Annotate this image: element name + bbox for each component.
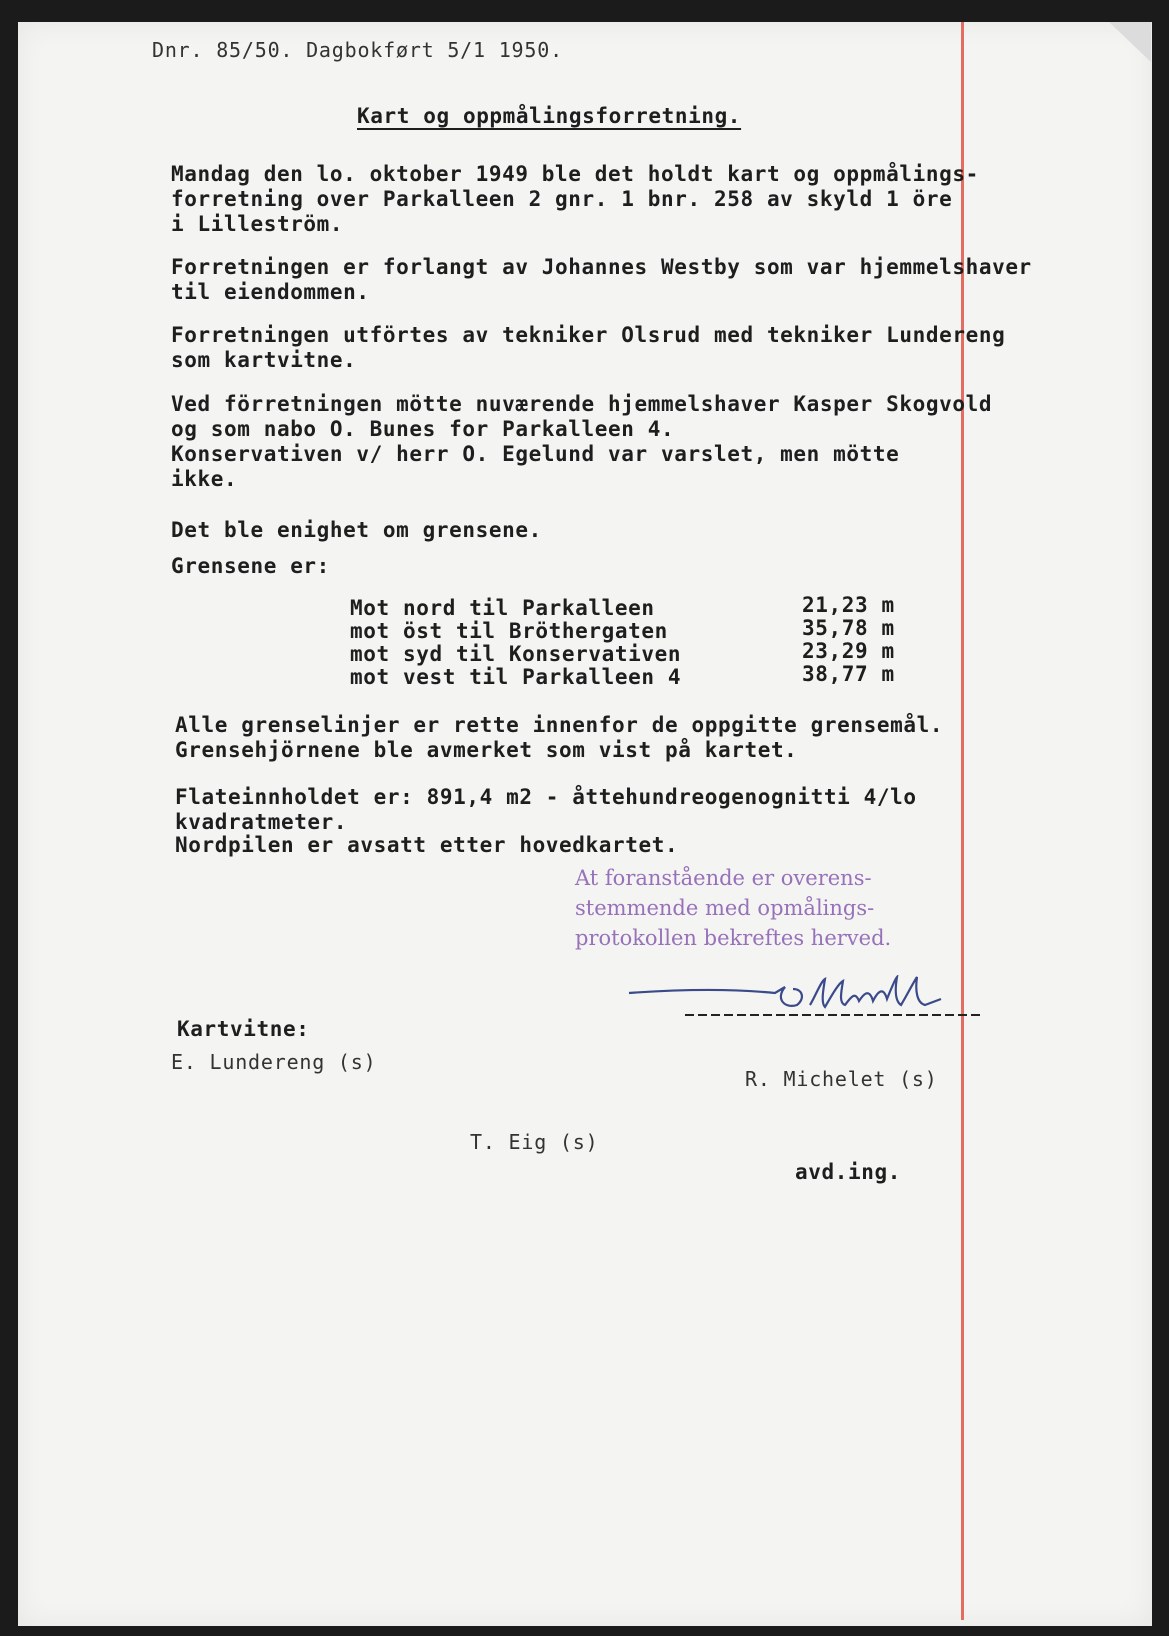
para4-line3: Konservativen v/ herr O. Egelund var varslet, men mötte (171, 442, 900, 466)
para5: Det ble enighet om grensene. (171, 518, 542, 542)
boundary-label: Mot nord til Parkalleen (350, 596, 655, 620)
para1-line2: forretning over Parkalleen 2 gnr. 1 bnr. 258 av skyld 1 öre (171, 187, 953, 211)
boundary-label: mot öst til Bröthergaten (350, 619, 668, 643)
para2-line2: til eiendommen. (171, 280, 370, 304)
certification-stamp-line2: stemmende med opmålings- (575, 896, 875, 920)
para6-line1: Alle grenselinjer er rette innenfor de oppgitte grensemål. (175, 713, 944, 737)
boundaries-heading: Grensene er: (171, 554, 330, 578)
boundary-length: 38,77 m (802, 662, 895, 686)
boundary-length: 21,23 m (802, 593, 895, 617)
document-title: Kart og oppmålingsforretning. (357, 104, 742, 128)
para2-line1: Forretningen er forlangt av Johannes Westby som var hjemmelshaver (171, 255, 1032, 279)
para4-line2: og som nabo O. Bunes for Parkalleen 4. (171, 417, 675, 441)
certification-stamp-line3: protokollen bekreftes herved. (575, 926, 892, 950)
witness-name: E. Lundereng (s) (171, 1050, 377, 1074)
boundary-label: mot syd til Konservativen (350, 642, 682, 666)
boundary-label: mot vest til Parkalleen 4 (350, 665, 682, 689)
para4-line1: Ved förretningen mötte nuværende hjemmelshaver Kasper Skogvold (171, 392, 993, 416)
para3-line2: som kartvitne. (171, 348, 357, 372)
reference-line: Dnr. 85/50. Dagbokført 5/1 1950. (152, 38, 563, 62)
boundary-length: 35,78 m (802, 616, 895, 640)
para4-line4: ikke. (171, 467, 238, 491)
para7-line2: kvadratmeter. (175, 810, 348, 834)
para6-line2: Grensehjörnene ble avmerket som vist på kartet. (175, 738, 798, 762)
para7-line1: Flateinnholdet er: 891,4 m2 - åttehundreogenognitti 4/lo (175, 785, 917, 809)
para1-line3: i Lilleström. (171, 212, 344, 236)
handwritten-signature (625, 975, 985, 1027)
department-title: avd.ing. (795, 1160, 901, 1184)
other-signatory: T. Eig (s) (470, 1130, 599, 1154)
para3-line1: Forretningen utförtes av tekniker Olsrud med tekniker Lundereng (171, 323, 1006, 347)
para1-line1: Mandag den lo. oktober 1949 ble det holdt kart og oppmålings- (171, 162, 979, 186)
boundary-length: 23,29 m (802, 639, 895, 663)
surveyor-name: R. Michelet (s) (745, 1067, 938, 1091)
para7-line3: Nordpilen er avsatt etter hovedkartet. (175, 833, 679, 857)
witness-heading: Kartvitne: (177, 1017, 310, 1041)
certification-stamp-line1: At foranstående er overens- (575, 866, 872, 890)
